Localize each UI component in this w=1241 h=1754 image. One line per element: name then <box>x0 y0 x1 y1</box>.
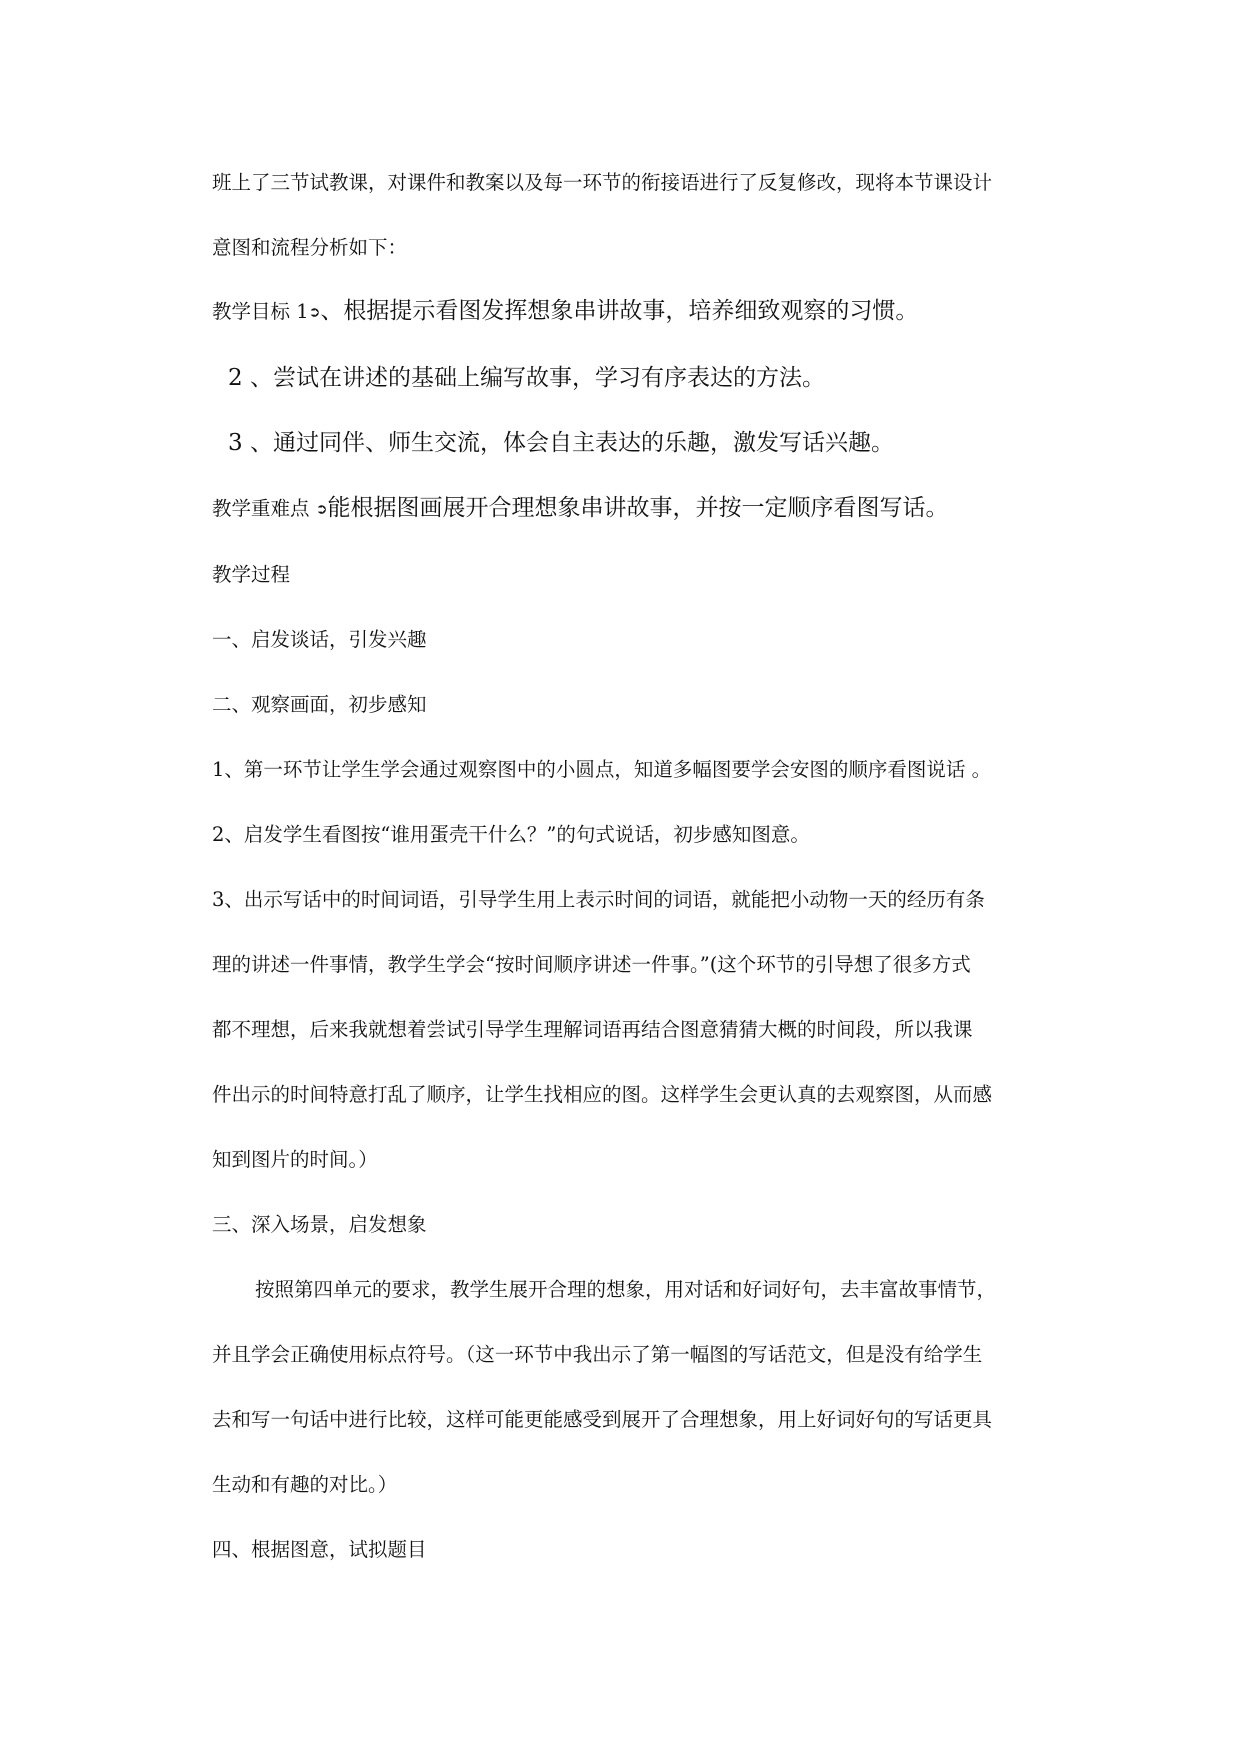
section-heading: 三、深入场景，启发想象 <box>212 1213 427 1236</box>
objective-mark: ➲ <box>308 304 321 321</box>
difficulty-text: 能根据图画展开合理想象串讲故事，并按一定顺序看图写话。 <box>327 495 949 521</box>
paragraph-line: 班上了三节试教课，对课件和教案以及每一环节的衔接语进行了反复修改，现将本节课设计 <box>212 171 993 194</box>
teaching-difficulty-line <box>212 497 948 520</box>
paragraph-line: 去和写一句话中进行比较，这样可能更能感受到展开了合理想象，用上好词好句的写话更具 <box>212 1408 993 1431</box>
objective-text: 、根据提示看图发挥想象串讲故事，培养细致观察的习惯。 <box>320 298 919 324</box>
paragraph-line: 知到图片的时间。） <box>212 1148 378 1171</box>
teaching-objective-line <box>212 300 918 323</box>
paragraph-line: 1、第一环节让学生学会通过观察图中的小圆点，知道多幅图要学会安图的顺序看图说话 。 <box>212 758 992 781</box>
section-heading: 教学过程 <box>212 563 291 586</box>
paragraph-line: 3、出示写话中的时间词语，引导学生用上表示时间的词语，就能把小动物一天的经历有条 <box>212 888 985 911</box>
section-heading: 一、启发谈话，引发兴趣 <box>212 628 427 651</box>
section-heading: 四、根据图意，试拟题目 <box>212 1538 427 1561</box>
objective-item: 3 、通过同伴、师生交流，体会自主表达的乐趣，激发写话兴趣。 <box>228 430 894 456</box>
paragraph-line: 意图和流程分析如下： <box>212 236 408 259</box>
paragraph-line: 生动和有趣的对比。） <box>212 1473 398 1496</box>
paragraph-line: 按照第四单元的要求，教学生展开合理的想象，用对话和好词好句，去丰富故事情节， <box>255 1278 997 1301</box>
paragraph-line: 件出示的时间特意打乱了顺序，让学生找相应的图。这样学生会更认真的去观察图，从而感 <box>212 1083 993 1106</box>
difficulty-mark: ➲ <box>315 501 328 518</box>
difficulty-label: 教学重难点 <box>212 497 316 520</box>
section-heading: 二、观察画面，初步感知 <box>212 693 427 716</box>
paragraph-line: 理的讲述一件事情，教学生学会“按时间顺序讲述一件事。”(这个环节的引导想了很多方式 <box>212 953 971 976</box>
paragraph-line: 都不理想，后来我就想着尝试引导学生理解词语再结合图意猜猜大概的时间段，所以我课 <box>212 1018 973 1041</box>
objective-item: 2 、尝试在讲述的基础上编写故事，学习有序表达的方法。 <box>228 365 825 391</box>
paragraph-line: 并且学会正确使用标点符号。（这一环节中我出示了第一幅图的写话范文，但是没有给学生 <box>212 1343 983 1366</box>
objective-label: 教学目标 1 <box>212 300 309 323</box>
paragraph-line: 2、启发学生看图按“谁用蛋壳干什么？”的句式说话，初步感知图意。 <box>212 823 810 846</box>
